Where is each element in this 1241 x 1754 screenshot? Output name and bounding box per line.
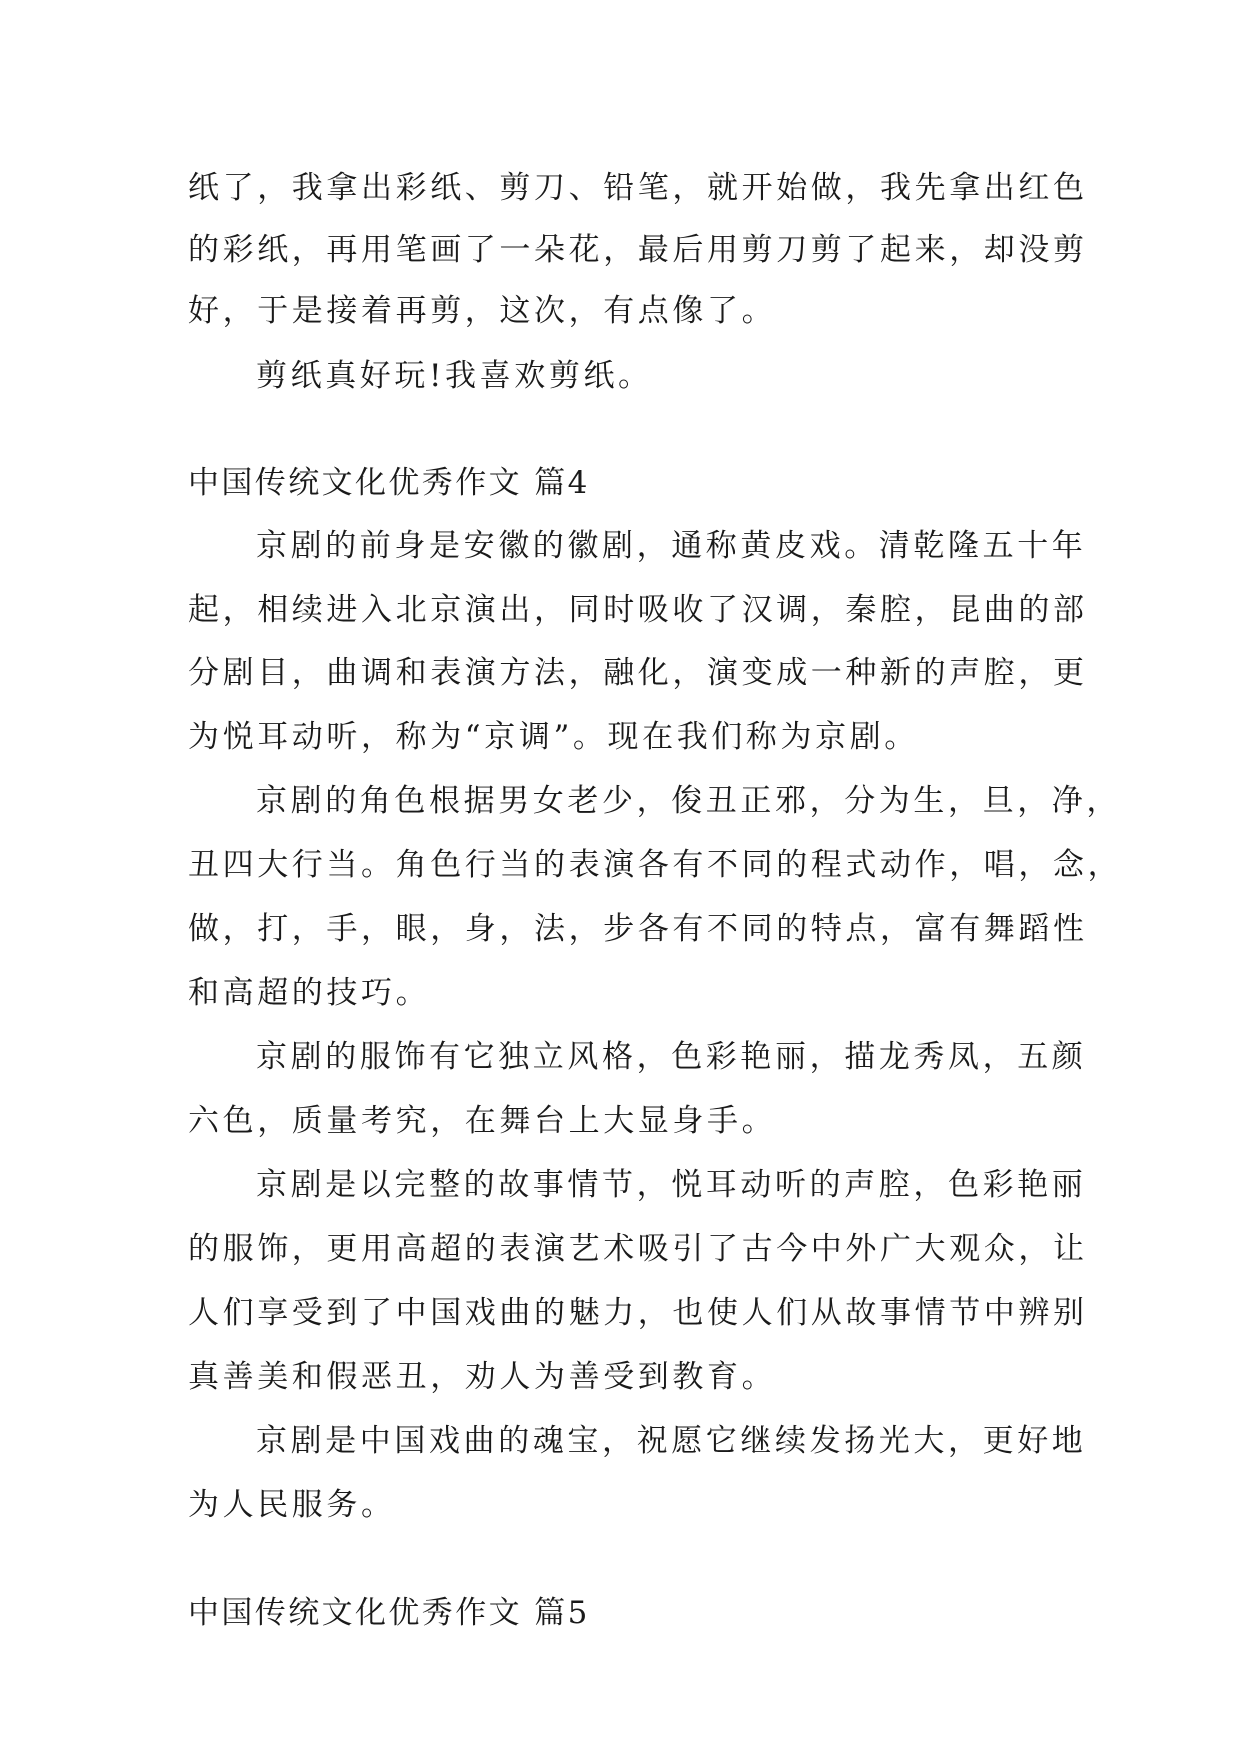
paragraph-line: 真善美和假恶丑，劝人为善受到教育。 (188, 1359, 777, 1395)
paragraph-line: 京剧是中国戏曲的魂宝，祝愿它继续发扬光大，更好地 (256, 1423, 1087, 1459)
paragraph-line: 京剧是以完整的故事情节，悦耳动听的声腔，色彩艳丽 (256, 1167, 1087, 1203)
paragraph-line: 做，打，手，眼，身，法，步各有不同的特点，富有舞蹈性 (188, 911, 1088, 947)
paragraph-line: 京剧的角色根据男女老少，俊丑正邪，分为生，旦，净， (256, 783, 1121, 819)
paragraph-line: 京剧的服饰有它独立风格，色彩艳丽，描龙秀凤，五颜 (256, 1039, 1087, 1075)
paragraph-line: 为悦耳动听，称为“京调”。现在我们称为京剧。 (188, 719, 919, 755)
paragraph-line: 好，于是接着再剪，这次，有点像了。 (188, 293, 777, 329)
paragraph-line: 丑四大行当。角色行当的表演各有不同的程式动作，唱，念， (188, 847, 1123, 883)
paragraph-line: 起，相续进入北京演出，同时吸收了汉调，秦腔，昆曲的部 (188, 592, 1088, 628)
paragraph-line: 京剧的前身是安徽的徽剧，通称黄皮戏。清乾隆五十年 (256, 528, 1087, 564)
paragraph-line: 纸了，我拿出彩纸、剪刀、铅笔，就开始做，我先拿出红色 (188, 170, 1088, 206)
paragraph-line: 为人民服务。 (188, 1487, 396, 1523)
paragraph-line: 的彩纸，再用笔画了一朵花，最后用剪刀剪了起来，却没剪 (188, 232, 1088, 268)
paragraph-line: 六色，质量考究，在舞台上大显身手。 (188, 1103, 777, 1139)
section-heading: 中国传统文化优秀作文 篇4 (188, 465, 590, 501)
paragraph-line: 人们享受到了中国戏曲的魅力，也使人们从故事情节中辨别 (188, 1295, 1088, 1331)
section-heading: 中国传统文化优秀作文 篇5 (188, 1595, 590, 1631)
paragraph-line: 剪纸真好玩!我喜欢剪纸。 (256, 358, 653, 394)
paragraph-line: 分剧目，曲调和表演方法，融化，演变成一种新的声腔，更 (188, 655, 1088, 691)
paragraph-line: 和高超的技巧。 (188, 975, 431, 1011)
paragraph-line: 的服饰，更用高超的表演艺术吸引了古今中外广大观众，让 (188, 1231, 1088, 1267)
